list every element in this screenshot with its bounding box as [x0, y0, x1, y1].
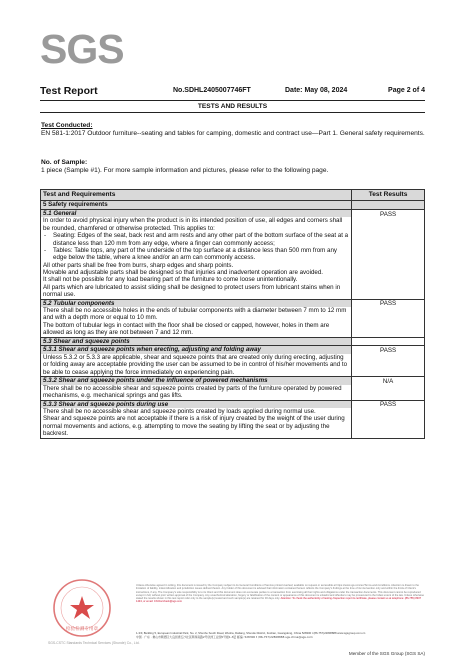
test-result: PASS	[352, 400, 425, 438]
footer-disclaimer	[136, 584, 426, 604]
table-row	[41, 210, 425, 300]
table-row	[41, 201, 425, 210]
table-row	[41, 337, 425, 346]
sgs-logo-text: SGS	[40, 26, 124, 70]
clause-5-2	[41, 299, 352, 337]
sample-info	[41, 159, 425, 175]
clause-5-3-3	[41, 400, 352, 438]
clause-title: 5.1 General	[41, 210, 351, 217]
member-line: Member of the SGS Group (SGS SA)	[348, 651, 425, 656]
footer-address	[136, 631, 426, 639]
clause-text: The bottom of tubular legs in contact with the floor shall be closed or capped, however, holes in them are allowed as long as they are not between 7 and 12 mm.	[43, 321, 330, 337]
test-result: PASS	[352, 299, 425, 337]
sample-text: 1 piece (Sample #1). For more sample information and pictures, please refer to the following page.	[41, 167, 329, 175]
col-header-results: Test Results	[352, 190, 425, 201]
table-row	[41, 400, 425, 438]
clause-title: 5.2 Tubular components	[41, 300, 351, 307]
page-number: Page 2 of 4	[388, 87, 425, 94]
section-heading: 5 Safety requirements	[41, 201, 352, 210]
clause-text: There shall be no accessible shear and squeeze points created by loads applied during normal use.	[43, 408, 316, 416]
bullet-item	[43, 232, 349, 247]
report-title: Test Report	[40, 85, 98, 97]
bullet-text: Seating: Edges of the seat, back rest and arm rests and any other part of the bottom surface of the seat at a distance less than 120 mm from any edge, where a finger can commonly access;	[53, 232, 349, 247]
bullet-dash: -	[44, 246, 47, 254]
divider	[40, 100, 425, 101]
seal-label: 检验检测专用章	[65, 627, 99, 632]
col-header-requirements: Test and Requirements	[41, 190, 352, 201]
bullet-text: Tables: Table tops, any part of the underside of the top surface at a distance less than 500 mm from any edge below the table, where a knee and/or an arm can commonly access.	[53, 246, 337, 262]
clause-title: 5.3 Shear and squeeze points	[41, 338, 351, 345]
clause-text: There shall be no accessible holes in the ends of tubular components with a diameter between 7 mm to 12 mm and with a depth more or equal to 10 mm.	[43, 306, 347, 322]
table-row	[41, 377, 425, 400]
section-title: TESTS AND RESULTS	[197, 103, 268, 110]
clause-title: 5.3.1 Shear and squeeze points when erecting, adjusting and folding away	[41, 346, 351, 353]
report-number: No.SDHL2405007746FT	[173, 87, 251, 94]
test-conducted-heading: Test Conducted:	[41, 122, 93, 129]
test-conducted-text: EN 581-1:2017 Outdoor furniture--seating and tables for camping, domestic and contract use—Part 1. General safety requirements.	[41, 130, 425, 138]
report-header	[40, 85, 425, 99]
clause-text: Movable and adjustable parts shall be designed so that injuries and inadvertent operation are avoided.	[43, 268, 323, 276]
bullet-dash: -	[44, 232, 47, 240]
clause-text: It shall not be possible for any load bearing part of the furniture to come loose unintentionally.	[43, 276, 298, 284]
clause-text: Unless 5.3.2 or 5.3.3 are applicable, shear and squeeze points that are created only during erecting, adjusting or folding away are acceptable providing the user can be assumed to be in control of his/her movements and to be able to cease applying the force immediately on experiencing pain.	[43, 353, 348, 376]
divider	[40, 112, 425, 113]
test-result: PASS	[352, 346, 425, 377]
test-result: N/A	[352, 377, 425, 400]
address-english: 1-3/F, Building 5, European Industrial Park, No. 2, Shunhe South Road, Wusha, Daliang, Shunde District, Foshan, Guangdong, China 528300 t (86-757)22808888 www.sgsgroup.com.cn	[136, 631, 366, 635]
test-result: PASS	[352, 210, 425, 300]
table-row	[41, 346, 425, 377]
company-seal	[44, 576, 120, 644]
seal-company-name: SGS-CSTC Standards Technical Services (Shunde) Co., Ltd.	[48, 641, 140, 645]
sgs-logo	[40, 26, 132, 70]
clause-5-1	[41, 210, 352, 300]
requirements-table	[40, 189, 425, 439]
clause-5-3	[41, 337, 352, 346]
bullet-item	[43, 247, 349, 262]
clause-text: In order to avoid physical injury when the product is in its intended position of use, all edges and corners shall be rounded, chamfered or otherwise protected. This applies to:	[43, 217, 343, 232]
report-date: Date: May 08, 2024	[285, 87, 348, 94]
test-conducted	[41, 122, 425, 138]
disclaimer-text: Unless otherwise agreed in writing, this document is issued by the Company subject to its General Conditions of Service printed overleaf, available on request or accessible at https://www.sgs.com/en/Terms-and-Conditions. Attention is drawn to the limitation of liability, indemnification and jurisdiction issues defined therein. Any holder of this document is advised that information contained hereon reflects the Company's findings at the time of its intervention only and within the limits of Client's instructions, if any. The Company's sole responsibility is to its Client and this document does not exonerate parties to a transaction from exercising all their rights and obligations under the transaction documents. This document cannot be reproduced except in full, without prior written approval of the Company. Any unauthorized alteration, forgery or falsification of the content or appearance of this document is unlawful and offenders may be prosecuted to the fullest extent of the law. Unless otherwise stated the results shown in this test report refer only to the sample(s) tested and such sample(s) are retained for 30 days only.	[136, 584, 424, 601]
clause-text: Shear and squeeze points are not acceptable if there is a risk of injury created by the weight of the user during normal movements and actions, e.g. attempting to move the seating by lifting the seat or by adjusting the backrest.	[43, 415, 345, 438]
sample-heading: No. of Sample:	[41, 159, 88, 166]
table-row	[41, 299, 425, 337]
clause-5-3-1	[41, 346, 352, 377]
address-chinese: 中国 · 广东 · 佛山市顺德区大良街道五沙社区顺和南路2号欧洲工业园5号楼1-3层 邮编: 528300 t (86-757)22808888 sgs.china@sgs.com	[136, 635, 313, 640]
clause-text: All other parts shall be free from burrs, sharp edges and sharp points.	[43, 261, 234, 269]
clause-text: All parts which are lubricated to assist sliding shall be designed to protect users from lubricant stains when in normal use.	[43, 283, 341, 298]
authenticity-notice: Attention: To check the authenticity of testing /inspection report & certificate, please contact us at telephone: (86-755) 8307 1443, or email: CN.Doccheck@sgs.com	[136, 597, 422, 604]
clause-title: 5.3.2 Shear and squeeze points under the influence of powered mechanisms	[41, 377, 351, 384]
clause-title: 5.3.3 Shear and squeeze points during use	[41, 401, 351, 408]
clause-text: There shall be no accessible shear and squeeze points created by parts of the furniture operated by powered mechanisms, e.g. mechanical springs and gas lifts.	[43, 384, 342, 399]
clause-5-3-2	[41, 377, 352, 400]
